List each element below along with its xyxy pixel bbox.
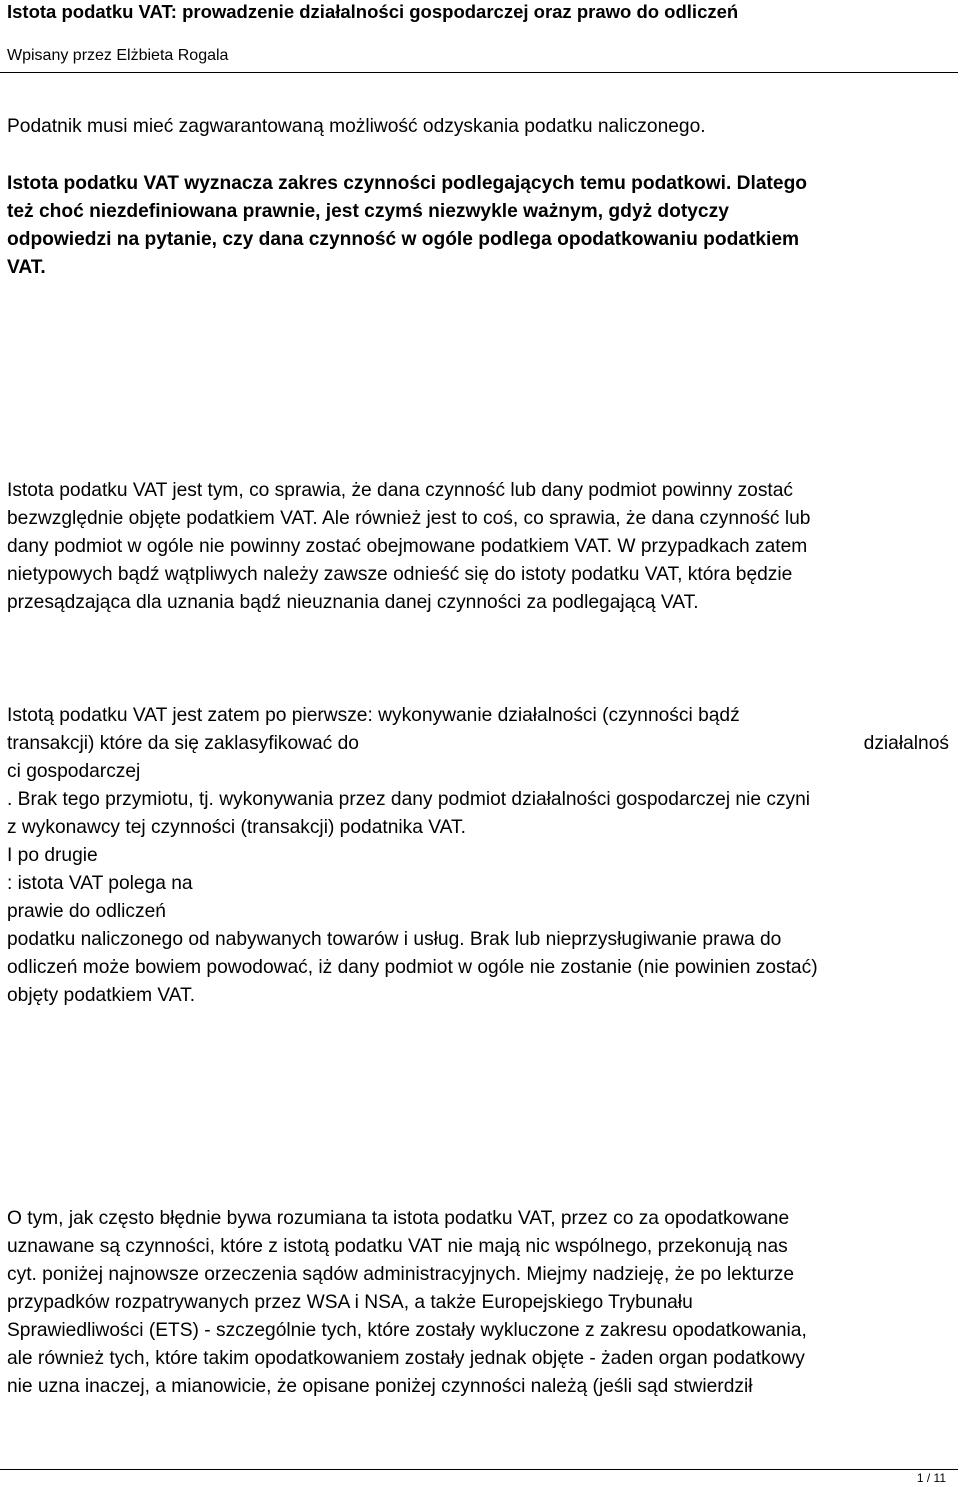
paragraph-line: nie uzna inaczej, a mianowicie, że opisane poniżej czynności należą (jeśli sąd stwierdził [7, 1376, 753, 1397]
paragraph-line: odpowiedzi na pytanie, czy dana czynność w ogóle podlega opodatkowaniu podatkiem [7, 229, 800, 250]
header-divider [0, 72, 958, 73]
paragraph-line: przesądzająca dla uznania bądź nieuznania danej czynności za podlegającą VAT. [7, 592, 699, 613]
paragraph-line: prawie do odliczeń [7, 901, 166, 922]
paragraph-line: Sprawiedliwości (ETS) - szczególnie tych, które zostały wykluczone z zakresu opodatkowania, [7, 1320, 807, 1341]
paragraph-line: cyt. poniżej najnowsze orzeczenia sądów administracyjnych. Miejmy nadzieję, że po lekturze [7, 1264, 795, 1285]
paragraph-line: dany podmiot w ogóle nie powinny zostać obejmowane podatkiem VAT. W przypadkach zatem [7, 536, 808, 557]
paragraph-line: Istota podatku VAT jest tym, co sprawia, że dana czynność lub dany podmiot powinny zostać [7, 480, 794, 501]
page-number: 1 / 11 [916, 1471, 946, 1485]
paragraph-line: objęty podatkiem VAT. [7, 985, 196, 1006]
paragraph-line: podatku naliczonego od nabywanych towarów i usług. Brak lub nieprzysługiwanie prawa do [7, 929, 782, 950]
paragraph-line: I po drugie [7, 845, 98, 866]
paragraph-line: też choć niezdefiniowana prawnie, jest czymś niezwykle ważnym, gdyż dotyczy [7, 201, 729, 222]
paragraph-line: bezwzględnie objęte podatkiem VAT. Ale również jest to coś, co sprawia, że dana czynność lub [7, 508, 811, 529]
paragraph-line: ale również tych, które takim opodatkowaniem zostały jednak objęte - żaden organ podatkowy [7, 1348, 805, 1369]
document-title: Istota podatku VAT: prowadzenie działalności gospodarczej oraz prawo do odliczeń [7, 1, 739, 22]
paragraph-3 [7, 477, 952, 617]
author-line: Wpisany przez Elżbieta Rogala [7, 47, 229, 64]
paragraph-line: przypadków rozpatrywanych przez WSA i NSA, a także Europejskiego Trybunału [7, 1292, 693, 1313]
paragraph-line: : istota VAT polega na [7, 873, 193, 894]
paragraph-line: O tym, jak często błędnie bywa rozumiana ta istota podatku VAT, przez co za opodatkowane [7, 1208, 790, 1229]
paragraph-1 [7, 113, 952, 141]
paragraph-line: odliczeń może bowiem powodować, iż dany podmiot w ogóle nie zostanie (nie powinien zostać) [7, 957, 818, 978]
paragraph-line: uznawane są czynności, które z istotą podatku VAT nie mają nic wspólnego, przekonują nas [7, 1236, 788, 1257]
paragraph-line: . Brak tego przymiotu, tj. wykonywania przez dany podmiot działalności gospodarczej nie czyni [7, 789, 811, 810]
paragraph-line: VAT. [7, 257, 46, 278]
paragraph-split-line [7, 730, 949, 758]
paragraph-line: ci gospodarczej [7, 761, 141, 782]
split-line-right: działalnoś [863, 733, 949, 754]
paragraph-4 [7, 702, 952, 1010]
paragraph-line: z wykonawcy tej czynności (transakcji) podatnika VAT. [7, 817, 466, 838]
split-line-left: transakcji) które da się zaklasyfikować do [7, 733, 359, 754]
paragraph-5 [7, 1205, 952, 1401]
paragraph-line: Istotą podatku VAT jest zatem po pierwsze: wykonywanie działalności (czynności bądź [7, 705, 740, 726]
paragraph-2 [7, 170, 952, 282]
paragraph-line: Istota podatku VAT wyznacza zakres czynności podlegających temu podatkowi. Dlatego [7, 173, 808, 194]
paragraph-line: nietypowych bądź wątpliwych należy zawsze odnieść się do istoty podatku VAT, która będzie [7, 564, 793, 585]
footer-divider [0, 1469, 958, 1470]
paragraph-line: Podatnik musi mieć zagwarantowaną możliwość odzyskania podatku naliczonego. [7, 116, 706, 137]
